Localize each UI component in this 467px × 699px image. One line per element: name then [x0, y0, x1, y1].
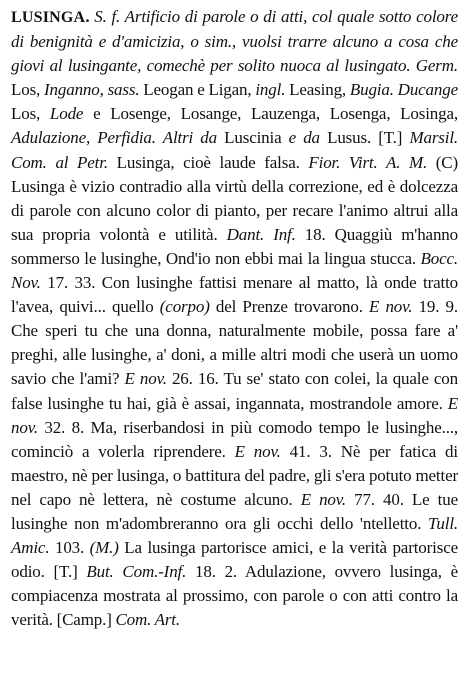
entry-text-segment: Luscinia [217, 128, 289, 148]
entry-text-segment: Lusinga, cioè laude falsa. [107, 152, 309, 172]
entry-text-segment: Bugia. Ducange [349, 80, 459, 100]
entry-text-segment: E nov. [300, 489, 346, 509]
entry-text-segment: E nov. [369, 297, 413, 317]
entry-text-segment: Leasing, [285, 80, 350, 100]
entry-text-segment: . [85, 7, 95, 26]
entry-text-segment: e Losenge, Losange, Lauzenga, Losenga, Losinga, [83, 104, 458, 124]
entry-text-segment: S. f. Artificio di parole o di atti, col quale sotto colore di benignità e d'amicizia, o sim., vuolsi trarre alcuno a cosa che giovi al lusingante, comechè per solito nuoca al lusingato. Germ. [11, 7, 458, 76]
entry-text-segment: del Prenze trovarono. [209, 297, 370, 317]
entry-text-segment: Los, [11, 80, 45, 100]
entry-text-segment: E nov. [234, 441, 281, 461]
entry-text-segment: Los, [11, 104, 50, 124]
entry-text-segment: E nov. [11, 393, 458, 437]
entry-text-segment: 18. Quaggiù m'hanno sommerso le lusinghe, Ond'io non ebbi mai la lingua stucca. [11, 224, 459, 268]
entry-text-segment: Tull. Amic. [11, 513, 458, 558]
entry-text-segment: 77. 40. Le tue lusinghe non m'adombreranno ora gli occhi dello 'ntelletto. [11, 489, 458, 533]
entry-text-segment: Leogan e Ligan, [139, 80, 256, 100]
entry-text-segment: Dant. Inf. [226, 224, 296, 244]
entry-text-segment: (corpo) [159, 297, 210, 317]
entry-text-segment: 19. 9. Che speri tu che una donna, naturalmente mobile, possa fare a' preghi, alle lusinghe, a' doni, a mille altri modi che userà un uomo savio che l'ami? [11, 297, 459, 389]
entry-text-segment: 103. [49, 538, 90, 558]
entry-text-segment: Fior. Virt. A. M. [308, 152, 428, 172]
entry-text-segment: 41. 3. Nè per fatica di maestro, nè per lusinga, o battitura del padre, gli s'era potuto metter nel capo nè lettera, nè costume alcuno. [11, 441, 458, 509]
entry-text-segment: 18. 2. Adulazione, ovvero lusinga, è compiacenza mostrata al prossimo, con parole o con atti contro la verità. [Camp.] [11, 562, 458, 630]
entry-text-segment: E nov. [124, 369, 167, 389]
entry-text-segment: But. Com.-Inf. [86, 562, 187, 582]
entry-text-segment: Marsil. Com. al Petr. [11, 128, 458, 172]
entry-text-segment: (C) Lusinga è vizio contradio alla virtù della correzione, ed è dolcezza di parole con alcuno color di pianto, per recare l'animo altrui alla sua propria volontà e utilità. [11, 152, 458, 244]
entry-text-segment: 26. 16. Tu se' stato con colei, la quale con false lusinghe tu hai, già è assai, ingannata, mostrandole amore. [11, 369, 458, 413]
headword: LUSINGA [11, 9, 86, 26]
entry-text-segment: Inganno, sass. [44, 80, 140, 100]
dictionary-entry-lusinga [11, 5, 458, 632]
entry-text-segment: e da [288, 128, 320, 148]
entry-text-segment: 17. 33. Con lusinghe fattisi menare al matto, là onde tratto l'avea, quivi... quello [11, 273, 458, 317]
entry-text-segment: (M.) [89, 538, 119, 558]
entry-text-segment: La lusinga partorisce amici, e la verità partorisce odio. [T.] [11, 538, 458, 582]
entry-text-segment: Bocc. Nov. [11, 248, 458, 293]
entry-text-segment: 32. 8. Ma, riserbandosi in più comodo tempo le lusinghe..., cominciò a volerla riprendere. [11, 417, 458, 461]
entry-text-segment: Lusus. [T.] [319, 128, 410, 148]
entry-text-segment: Com. Art. [115, 610, 180, 630]
entry-text-segment: Lode [49, 104, 84, 124]
entry-text-segment: Adulazione, Perfidia. Altri da [11, 128, 217, 148]
entry-text-segment: ingl. [255, 80, 286, 100]
